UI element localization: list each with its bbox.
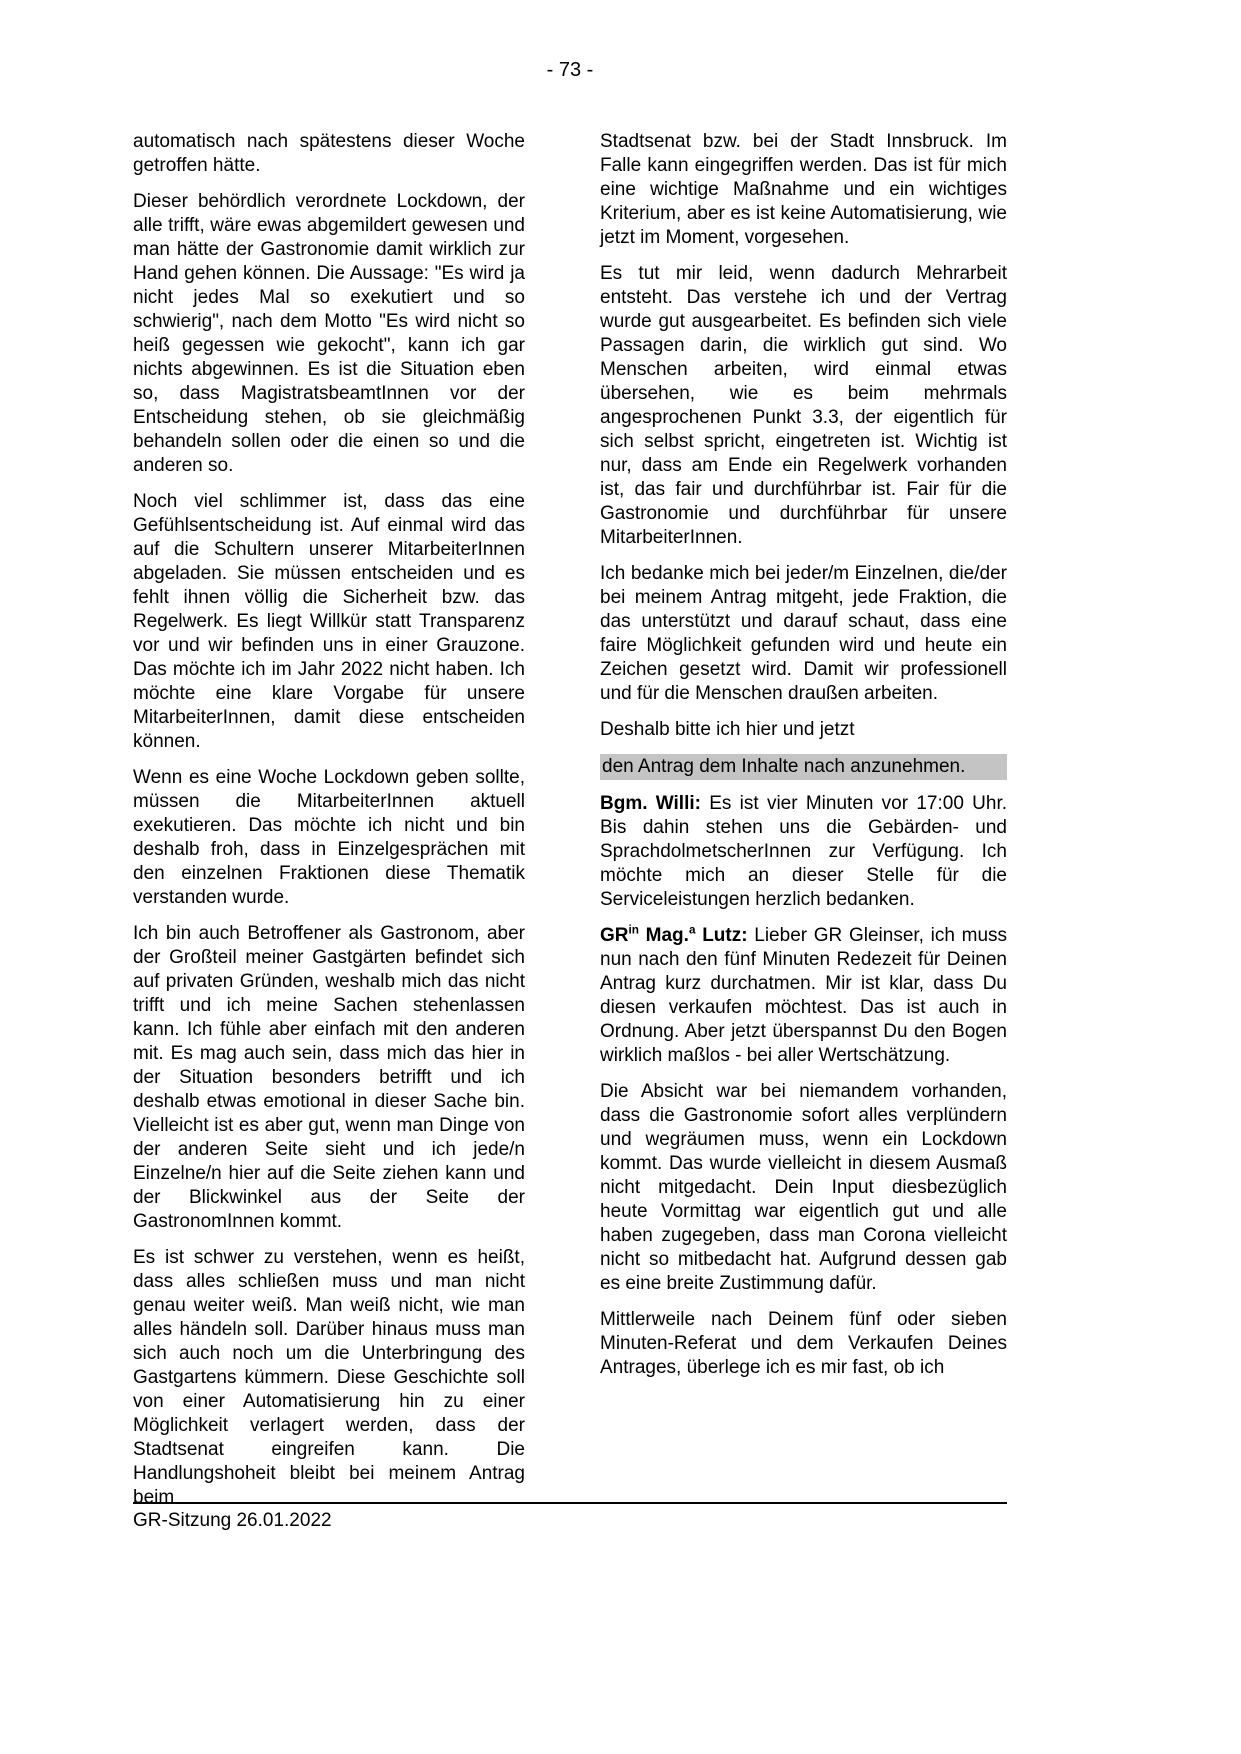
paragraph: Es tut mir leid, wenn dadurch Mehrarbeit entsteht. Das verstehe ich und der Vertrag wurde gut ausgearbeitet. Es befinden sich viele Passagen darin, die wirklich gut sind. Wo Menschen arbeiten, wird einmal etwas übersehen, wie es beim mehrmals angesprochenen Punkt 3.3, der eigentlich für sich selbst spricht, eingetreten ist. Wichtig ist nur, dass am Ende ein Regelwerk vorhanden ist, das fair und durchführbar ist. Fair für die Gastronomie und durchführbar für unsere MitarbeiterInnen. [600, 263, 1007, 548]
paragraph: Es ist schwer zu verstehen, wenn es heißt, dass alles schließen muss und man nicht genau weiter weiß. Man weiß nicht, wie man alles händeln soll. Darüber hinaus muss man sich auch noch um die Unterbringung des Gastgartens kümmern. Diese Geschichte soll von einer Automatisierung hin zu einer Möglichkeit verlagert werden, dass der Stadtsenat eingreifen kann. Die Handlungshoheit bleibt bei meinem Antrag beim [133, 1247, 525, 1508]
speaker-name-superscript: in [628, 923, 639, 937]
speaker-name-part: GR [600, 925, 629, 946]
paragraph: Deshalb bitte ich hier und jetzt [600, 719, 855, 740]
paragraph: Noch viel schlimmer ist, dass das eine Gefühlsentscheidung ist. Auf einmal wird das auf die Schultern unserer MitarbeiterInnen abgeladen. Sie müssen entscheiden und es fehlt ihnen völlig die Sicherheit bzw. das Regelwerk. Es liegt Willkür statt Transparenz vor und wir befinden uns in einer Grauzone. Das möchte ich im Jahr 2022 nicht haben. Ich möchte eine klare Vorgabe für unsere MitarbeiterInnen, damit diese entscheiden können. [133, 491, 525, 752]
speaker-name-part: Lutz: [695, 925, 748, 946]
speech-text: Es ist vier Minuten vor 17:00 Uhr. Bis dahin stehen uns die Gebärden- und SprachdolmetscherInnen zur Verfügung. Ich möchte mich an dieser Stelle für die Serviceleistungen herzlich bedanken. [600, 793, 1007, 910]
page-number: - 73 - [546, 59, 594, 81]
speech-paragraph [600, 924, 1007, 1068]
paragraph: Mittlerweile nach Deinem fünf oder sieben Minuten-Referat und dem Verkaufen Deines Antrages, überlege ich es mir fast, ob ich [600, 1309, 1007, 1378]
speaker-name: Bgm. Willi: [600, 793, 701, 814]
left-column [133, 130, 525, 1522]
speech-paragraph [600, 792, 1007, 912]
speaker-name-superscript: a [688, 923, 696, 937]
page-content [133, 130, 1007, 1522]
paragraph: Ich bin auch Betroffener als Gastronom, aber der Großteil meiner Gastgärten befindet sich auf privaten Gründen, weshalb mich das nicht trifft und ich meine Sachen stehenlassen kann. Ich fühle aber einfach mit den anderen mit. Es mag auch sein, dass mich das hier in der Situation besonders betrifft und ich deshalb etwas emotional in dieser Sache bin. Vielleicht ist es aber gut, wenn man Dinge von der anderen Seite sieht und ich jede/n Einzelne/n hier auf die Seite ziehen kann und der Blickwinkel aus der Seite der GastronomInnen kommt. [133, 923, 525, 1232]
page-footer [133, 1502, 1007, 1532]
paragraph: Die Absicht war bei niemandem vorhanden, dass die Gastronomie sofort alles verplündern und wegräumen muss, wenn ein Lockdown kommt. Das wurde vielleicht in diesem Ausmaß nicht mitgedacht. Dein Input diesbezüglich heute Vormittag war eigentlich gut und alle haben zugegeben, dass man Corona vielleicht nicht so mitbedacht hat. Aufgrund dessen gab es eine breite Zustimmung dafür. [600, 1081, 1007, 1294]
paragraph: Stadtsenat bzw. bei der Stadt Innsbruck. Im Falle kann eingegriffen werden. Das ist für mich eine wichtige Maßnahme und ein wichtiges Kriterium, aber es ist keine Automatisierung, wie jetzt im Moment, vorgesehen. [600, 131, 1007, 248]
right-column [600, 130, 1007, 1522]
paragraph: Ich bedanke mich bei jeder/m Einzelnen, die/der bei meinem Antrag mitgeht, jede Fraktion, die das unterstützt und darauf schaut, dass eine faire Möglichkeit gefunden wird und heute ein Zeichen gesetzt wird. Damit wir professionell und für die Menschen draußen arbeiten. [600, 563, 1007, 704]
footer-session-label: GR-Sitzung 26.01.2022 [133, 1510, 332, 1531]
speech-text: Lieber GR Gleinser, ich muss nun nach den fünf Minuten Redezeit für Deinen Antrag kurz durchatmen. Mir ist klar, dass Du diesen verkaufen möchtest. Das ist auch in Ordnung. Aber jetzt überspannst Du den Bogen wirklich maßlos - bei aller Wertschätzung. [600, 925, 1008, 1066]
speaker-name-part: Mag. [638, 925, 689, 946]
speaker-name [600, 925, 748, 946]
paragraph: Wenn es eine Woche Lockdown geben sollte, müssen die MitarbeiterInnen aktuell exekutieren. Das möchte ich nicht und bin deshalb froh, dass in Einzelgesprächen mit den einzelnen Fraktionen diese Thematik verstanden wurde. [133, 767, 525, 908]
paragraph: automatisch nach spätestens dieser Woche getroffen hätte. [133, 131, 525, 176]
highlighted-motion-line: den Antrag dem Inhalte nach anzunehmen. [600, 754, 1007, 780]
paragraph: Dieser behördlich verordnete Lockdown, der alle trifft, wäre ewas abgemildert gewesen und man hätte der Gastronomie damit wirklich zur Hand gehen können. Die Aussage: "Es wird ja nicht jedes Mal so exekutiert und so schwierig", nach dem Motto "Es wird nicht so heiß gegessen wie gekocht", kann ich gar nichts abgewinnen. Es ist die Situation eben so, dass MagistratsbeamtInnen vor der Entscheidung stehen, ob sie gleichmäßig behandeln sollen oder die einen so und die anderen so. [133, 191, 525, 476]
